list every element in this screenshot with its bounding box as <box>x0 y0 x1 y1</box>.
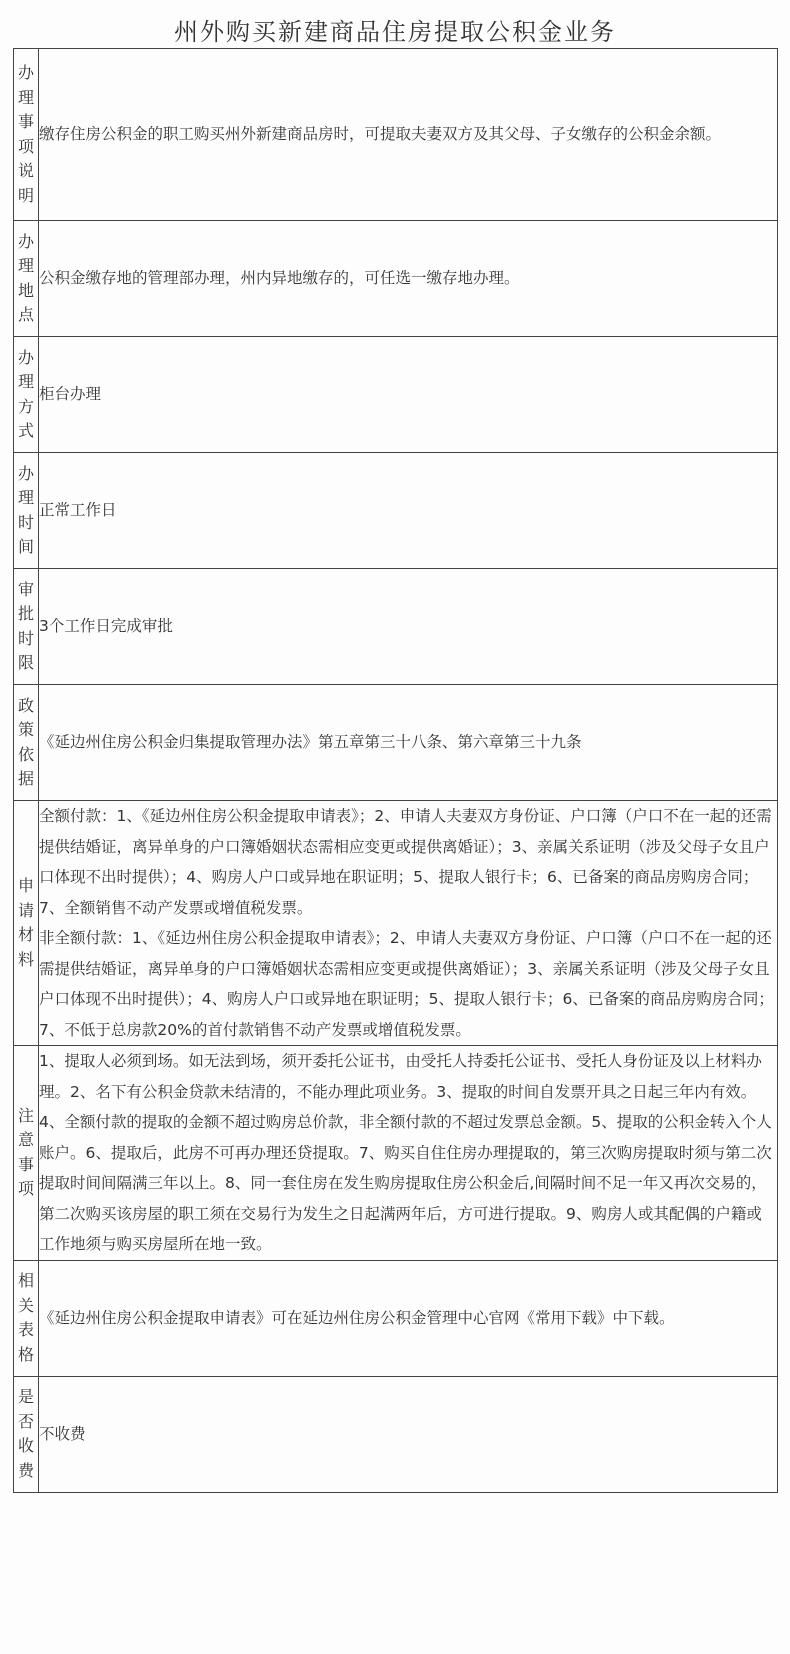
row-label <box>14 1260 39 1376</box>
row-content-paragraph: 3个工作日完成审批 <box>39 617 173 636</box>
row-label-text: 办理事项说明 <box>18 63 35 205</box>
table-row <box>14 1376 778 1492</box>
row-content-paragraph: 《延边州住房公积金归集提取管理办法》第五章第三十八条、第六章第三十九条 <box>39 733 582 752</box>
row-label-text: 办理时间 <box>18 463 35 556</box>
row-label <box>14 221 39 337</box>
table-row <box>14 569 778 685</box>
row-content-paragraph: 全额付款：1、《延边州住房公积金提取申请表》；2、申请人夫妻双方身份证、户口簿（户口不在一起的还需提供结婚证，离异单身的户口簿婚姻状态需相应变更或提供离婚证）；3、亲属关系证明（涉及父母子女且户口体现不出时提供）；4、购房人户口或异地在职证明；5、提取人银行卡；6、已备案的商品房购房合同；7、全额销售不动产发票或增值税发票。 <box>39 807 772 917</box>
row-content-paragraph: 正常工作日 <box>39 501 117 520</box>
row-label <box>14 49 39 221</box>
row-content-paragraph: 不收费 <box>39 1424 86 1443</box>
table-row <box>14 221 778 337</box>
row-content <box>39 337 778 453</box>
row-label-text: 相关表格 <box>18 1271 35 1364</box>
row-label <box>14 801 39 1046</box>
row-content <box>39 1376 778 1492</box>
row-content-paragraph: 非全额付款：1、《延边州住房公积金提取申请表》；2、申请人夫妻双方身份证、户口簿（户口不在一起的还需提供结婚证，离异单身的户口簿婚姻状态需相应变更或提供离婚证）；3、亲属关系证明（涉及父母子女且户口体现不出时提供）；4、购房人户口或异地在职证明；5、提取人银行卡；6、已备案的商品房购房合同；7、不低于总房款20%的首付款销售不动产发票或增值税发票。 <box>39 929 774 1039</box>
row-label-text: 办理方式 <box>18 347 35 440</box>
row-label <box>14 1376 39 1492</box>
table-row <box>14 1046 778 1261</box>
table-row <box>14 685 778 801</box>
row-label <box>14 337 39 453</box>
row-label <box>14 569 39 685</box>
row-content <box>39 221 778 337</box>
row-label <box>14 1046 39 1261</box>
row-content <box>39 49 778 221</box>
row-content-paragraph: 《延边州住房公积金提取申请表》可在延边州住房公积金管理中心官网《常用下载》中下载。 <box>39 1308 675 1327</box>
table-row <box>14 1260 778 1376</box>
row-label-text: 政策依据 <box>18 695 35 788</box>
table-row <box>14 453 778 569</box>
row-content <box>39 801 778 1046</box>
row-label-text: 是否收费 <box>18 1387 35 1480</box>
row-content-paragraph: 1、提取人必须到场。如无法到场，须开委托公证书，由受托人持委托公证书、受托人身份证及以上材料办理。2、名下有公积金贷款未结清的，不能办理此项业务。3、提取的时间自发票开具之日起三年内有效。4、全额付款的提取的金额不超过购房总价款，非全额付款的不超过发票总金额。5、提取的公积金转入个人账户。6、提取后，此房不可再办理还贷提取。7、购买自住住房办理提取的，第三次购房提取时须与第二次提取时间间隔满三年以上。8、同一套住房在发生购房提取住房公积金后,间隔时间不足一年又再次交易的，第二次购买该房屋的职工须在交易行为发生之日起满两年后，方可进行提取。9、购房人或其配偶的户籍或工作地须与购买房屋所在地一致。 <box>39 1052 772 1253</box>
row-label <box>14 685 39 801</box>
row-content <box>39 1046 778 1261</box>
table-row <box>14 337 778 453</box>
row-label-text: 审批时限 <box>18 579 35 672</box>
row-content-paragraph: 柜台办理 <box>39 385 102 404</box>
row-content-paragraph: 缴存住房公积金的职工购买州外新建商品房时，可提取夫妻双方及其父母、子女缴存的公积金余额。 <box>39 125 722 144</box>
table-row <box>14 49 778 221</box>
row-label-text: 申请材料 <box>18 876 35 969</box>
row-label-text: 注意事项 <box>18 1105 35 1199</box>
row-content <box>39 569 778 685</box>
info-table <box>13 48 778 1493</box>
page-title: 州外购买新建商品住房提取公积金业务 <box>174 18 616 46</box>
row-label-text: 办理地点 <box>18 231 35 324</box>
row-content <box>39 453 778 569</box>
row-content <box>39 685 778 801</box>
row-content-paragraph: 公积金缴存地的管理部办理，州内异地缴存的，可任选一缴存地办理。 <box>39 269 520 288</box>
table-row <box>14 801 778 1046</box>
row-label <box>14 453 39 569</box>
row-content <box>39 1260 778 1376</box>
